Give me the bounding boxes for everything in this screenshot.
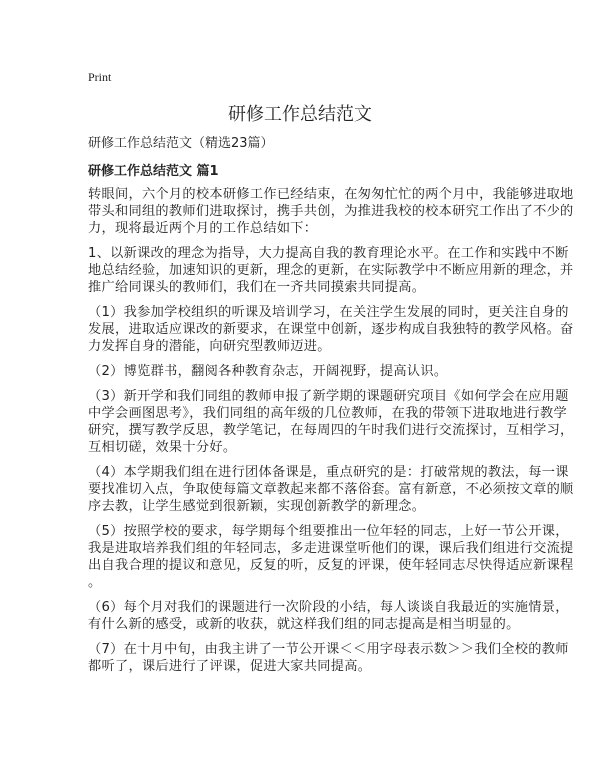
paragraph xyxy=(88,523,574,591)
paragraph xyxy=(88,388,574,456)
page-title: 研修工作总结范文 xyxy=(228,104,372,125)
paragraph xyxy=(88,641,569,675)
paragraph-line: 带头和同组的教师们进取探讨，携手共创，为推进我校的校本研究工作出了不少的 xyxy=(88,204,574,219)
paragraph xyxy=(88,245,574,296)
paragraph-line: 力，现将最近两个月的工作总结如下： xyxy=(88,221,318,236)
paragraph-line: （7）在十月中旬，由我主讲了一节公开课＜＜用字母表示数＞＞我们全校的教师 xyxy=(88,642,569,657)
paragraph-line: （3）新开学和我们同组的教师申报了新学期的课题研究项目《如何学会在应用题 xyxy=(88,389,569,404)
paragraph xyxy=(88,304,574,355)
paragraph-line: 互相切磋，效果十分好。 xyxy=(88,440,237,455)
paragraph xyxy=(88,464,574,515)
paragraph-line: （5）按照学校的要求，每学期每个组要推出一位年轻的同志，上好一节公开课， xyxy=(88,524,569,539)
paragraph xyxy=(88,599,569,633)
paragraph-line: 1、以新课改的理念为指导，大力提高自我的教育理论水平。在工作和实践中不断 xyxy=(88,246,569,261)
paragraph-line: 发展，进取适应课改的新要求，在课堂中创新，逐步构成自我独特的教学风格。奋 xyxy=(88,322,574,337)
paragraph-line: 转眼间，六个月的校本研修工作已经结束，在匆匆忙忙的两个月中，我能够进取地 xyxy=(88,187,574,202)
paragraph-line: （1）我参加学校组织的听课及培训学习，在关注学生发展的同时，更关注自身的 xyxy=(88,305,569,320)
print-link[interactable]: Print xyxy=(88,70,112,84)
paragraph-line: 序去教，让学生感觉到很新颖，实现创新教学的新理念。 xyxy=(88,499,426,514)
paragraph-line: 我是进取培养我们组的年轻同志，多走进课堂听他们的课，课后我们组进行交流提 xyxy=(88,541,574,556)
section-heading: 研修工作总结范文 篇1 xyxy=(88,164,219,179)
article-body xyxy=(88,186,574,683)
paragraph-line: （2）博览群书，翻阅各种教育杂志，开阔视野，提高认识。 xyxy=(88,364,448,379)
subtitle: 研修工作总结范文（精选23篇） xyxy=(88,136,274,151)
paragraph-line: 研究，撰写教学反思，教学笔记，在每周四的午时我们进行交流探讨，互相学习， xyxy=(88,423,574,438)
paragraph-line: 要找准切入点，争取使每篇文章教起来都不落俗套。富有新意，不必须按文章的顺 xyxy=(88,482,574,497)
paragraph-line: 。 xyxy=(88,575,102,590)
paragraph-line: 推广给同课头的教师们，我们在一齐共同摸索共同提高。 xyxy=(88,280,426,295)
paragraph-line: （4）本学期我们组在进行团体备课是，重点研究的是：打破常规的教法，每一课 xyxy=(88,465,569,480)
paragraph-line: 都听了，课后进行了评课，促进大家共同提高。 xyxy=(88,659,372,674)
paragraph-line: 中学会画图思考》，我们同组的高年级的几位教师，在我的带领下进取地进行教学 xyxy=(88,406,567,421)
paragraph-line: 有什么新的感受，或新的收获，就这样我们组的同志提高是相当明显的。 xyxy=(88,617,520,632)
paragraph xyxy=(88,186,574,237)
paragraph xyxy=(88,363,518,380)
paragraph-line: 力发挥自身的潜能，向研究型教师迈进。 xyxy=(88,339,331,354)
paragraph-line: 地总结经验，加速知识的更新，理念的更新，在实际教学中不断应用新的理念，并 xyxy=(88,263,574,278)
paragraph-line: （6）每个月对我们的课题进行一次阶段的小结，每人谈谈自我最近的实施情景， xyxy=(88,600,569,615)
paragraph-line: 出自我合理的提议和意见，反复的听，反复的评课，使年轻同志尽快得适应新课程 xyxy=(88,558,574,573)
